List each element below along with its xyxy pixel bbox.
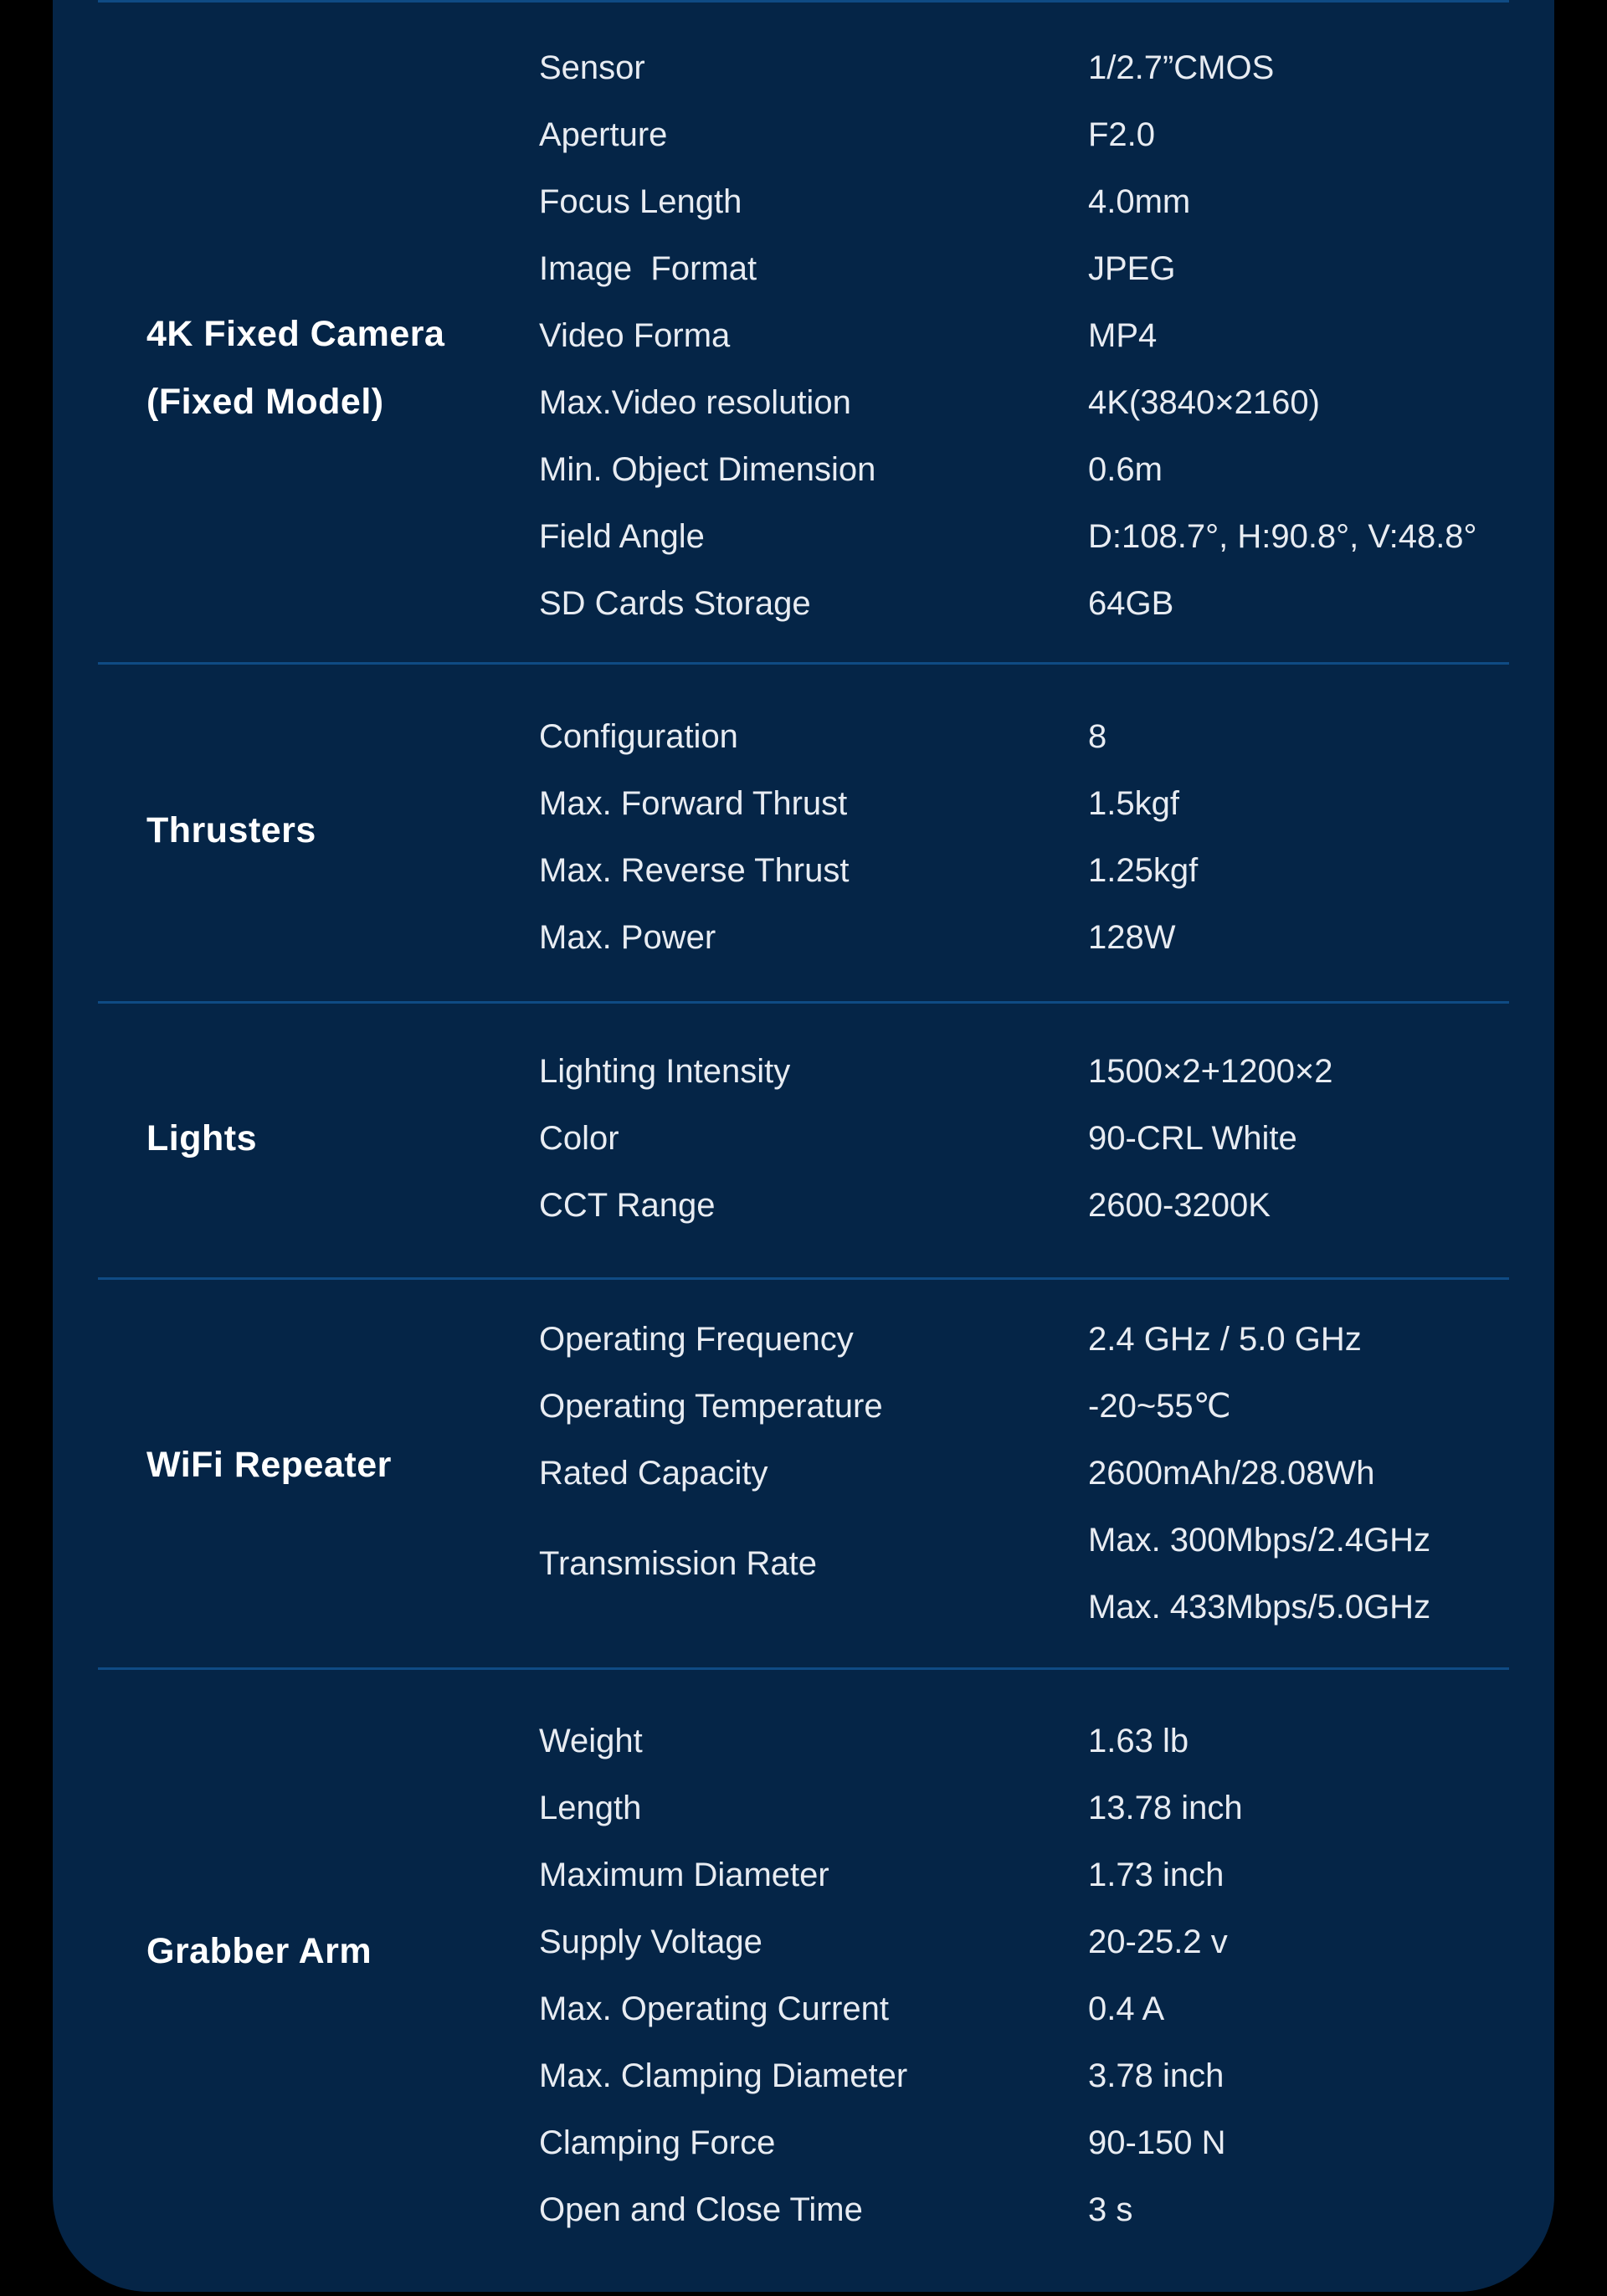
spec-label: CCT Range <box>539 1187 716 1224</box>
spec-value: 90-CRL White <box>1088 1120 1297 1157</box>
spec-row <box>0 1306 1607 1373</box>
spec-value: 1.63 lb <box>1088 1723 1189 1759</box>
spec-row <box>0 1373 1607 1440</box>
spec-row <box>0 1038 1607 1105</box>
spec-value: MP4 <box>1088 317 1158 354</box>
spec-label: Max. Forward Thrust <box>539 785 848 822</box>
spec-row <box>0 1841 1607 1908</box>
section-title-sub: (Fixed Model) <box>146 382 384 422</box>
spec-label: Max.Video resolution <box>539 384 851 421</box>
spec-row <box>0 703 1607 770</box>
spec-row <box>0 1708 1607 1775</box>
spec-row <box>0 837 1607 904</box>
spec-label: Operating Temperature <box>539 1388 883 1425</box>
spec-label: Max. Reverse Thrust <box>539 852 850 889</box>
spec-label: Weight <box>539 1723 643 1759</box>
spec-row <box>0 1775 1607 1841</box>
spec-row <box>0 101 1607 168</box>
spec-row <box>0 1908 1607 1975</box>
spec-value: 2.4 GHz / 5.0 GHz <box>1088 1321 1362 1358</box>
spec-value: 2600-3200K <box>1088 1187 1271 1224</box>
spec-label: Length <box>539 1790 642 1826</box>
spec-row <box>0 1507 1607 1641</box>
spec-value: F2.0 <box>1088 116 1156 153</box>
spec-row <box>0 302 1607 369</box>
section-title: WiFi Repeater <box>146 1445 392 1485</box>
spec-row <box>0 904 1607 971</box>
section-title: 4K Fixed Camera <box>146 314 445 354</box>
spec-value: 1/2.7”CMOS <box>1088 49 1275 86</box>
section-divider <box>98 662 1509 665</box>
spec-row <box>0 770 1607 837</box>
spec-value: 4.0mm <box>1088 183 1191 220</box>
spec-value: 1.73 inch <box>1088 1857 1225 1893</box>
spec-label: Min. Object Dimension <box>539 451 876 488</box>
spec-value: 2600mAh/28.08Wh <box>1088 1455 1375 1492</box>
spec-label: Max. Power <box>539 919 716 956</box>
spec-label: Video Forma <box>539 317 731 354</box>
spec-value: 13.78 inch <box>1088 1790 1243 1826</box>
spec-value: 3.78 inch <box>1088 2057 1225 2094</box>
spec-label: Supply Voltage <box>539 1924 762 1960</box>
spec-value: 0.6m <box>1088 451 1163 488</box>
spec-value: JPEG <box>1088 250 1176 287</box>
spec-value: 3 s <box>1088 2191 1133 2228</box>
spec-value: 8 <box>1088 718 1107 755</box>
spec-value: 90-150 N <box>1088 2124 1226 2161</box>
spec-value: Max. 300Mbps/2.4GHz <box>1088 1522 1431 1559</box>
spec-row <box>0 2109 1607 2176</box>
spec-value: 1.25kgf <box>1088 852 1199 889</box>
spec-label: Configuration <box>539 718 738 755</box>
section-divider <box>98 1001 1509 1004</box>
spec-value: -20~55℃ <box>1088 1388 1231 1425</box>
spec-value: 1500×2+1200×2 <box>1088 1053 1333 1090</box>
spec-value: Max. 433Mbps/5.0GHz <box>1088 1589 1431 1626</box>
spec-label: Color <box>539 1120 619 1157</box>
spec-value: 0.4 A <box>1088 1990 1165 2027</box>
spec-row <box>0 34 1607 101</box>
spec-label: Open and Close Time <box>539 2191 863 2228</box>
spec-label: Transmission Rate <box>539 1545 817 1582</box>
spec-row <box>0 168 1607 235</box>
spec-value: 1.5kgf <box>1088 785 1179 822</box>
spec-label: Lighting Intensity <box>539 1053 791 1090</box>
spec-row <box>0 2176 1607 2243</box>
spec-label: Field Angle <box>539 518 705 555</box>
spec-row <box>0 1172 1607 1239</box>
spec-label: SD Cards Storage <box>539 585 811 622</box>
spec-row <box>0 1975 1607 2042</box>
spec-row <box>0 2042 1607 2109</box>
section-divider <box>98 1667 1509 1670</box>
spec-label: Aperture <box>539 116 668 153</box>
spec-label: Maximum Diameter <box>539 1857 829 1893</box>
spec-row <box>0 1105 1607 1172</box>
spec-label: Max. Operating Current <box>539 1990 889 2027</box>
spec-label: Image Format <box>539 250 757 287</box>
spec-value: D:108.7°, H:90.8°, V:48.8° <box>1088 518 1477 555</box>
spec-label: Sensor <box>539 49 645 86</box>
spec-row <box>0 436 1607 503</box>
spec-value: 20-25.2 v <box>1088 1924 1228 1960</box>
spec-value: 4K(3840×2160) <box>1088 384 1320 421</box>
spec-row <box>0 503 1607 570</box>
spec-label: Rated Capacity <box>539 1455 768 1492</box>
spec-value: 128W <box>1088 919 1176 956</box>
spec-row <box>0 1440 1607 1507</box>
spec-label: Clamping Force <box>539 2124 776 2161</box>
section-title: Grabber Arm <box>146 1931 372 1971</box>
spec-label: Operating Frequency <box>539 1321 854 1358</box>
section-divider <box>98 1277 1509 1280</box>
spec-label: Focus Length <box>539 183 742 220</box>
spec-label: Max. Clamping Diameter <box>539 2057 908 2094</box>
spec-row <box>0 235 1607 302</box>
section-divider <box>98 0 1509 3</box>
section-title: Thrusters <box>146 810 316 850</box>
spec-value: 64GB <box>1088 585 1174 622</box>
section-title: Lights <box>146 1118 257 1158</box>
spec-row <box>0 369 1607 436</box>
spec-row <box>0 570 1607 637</box>
